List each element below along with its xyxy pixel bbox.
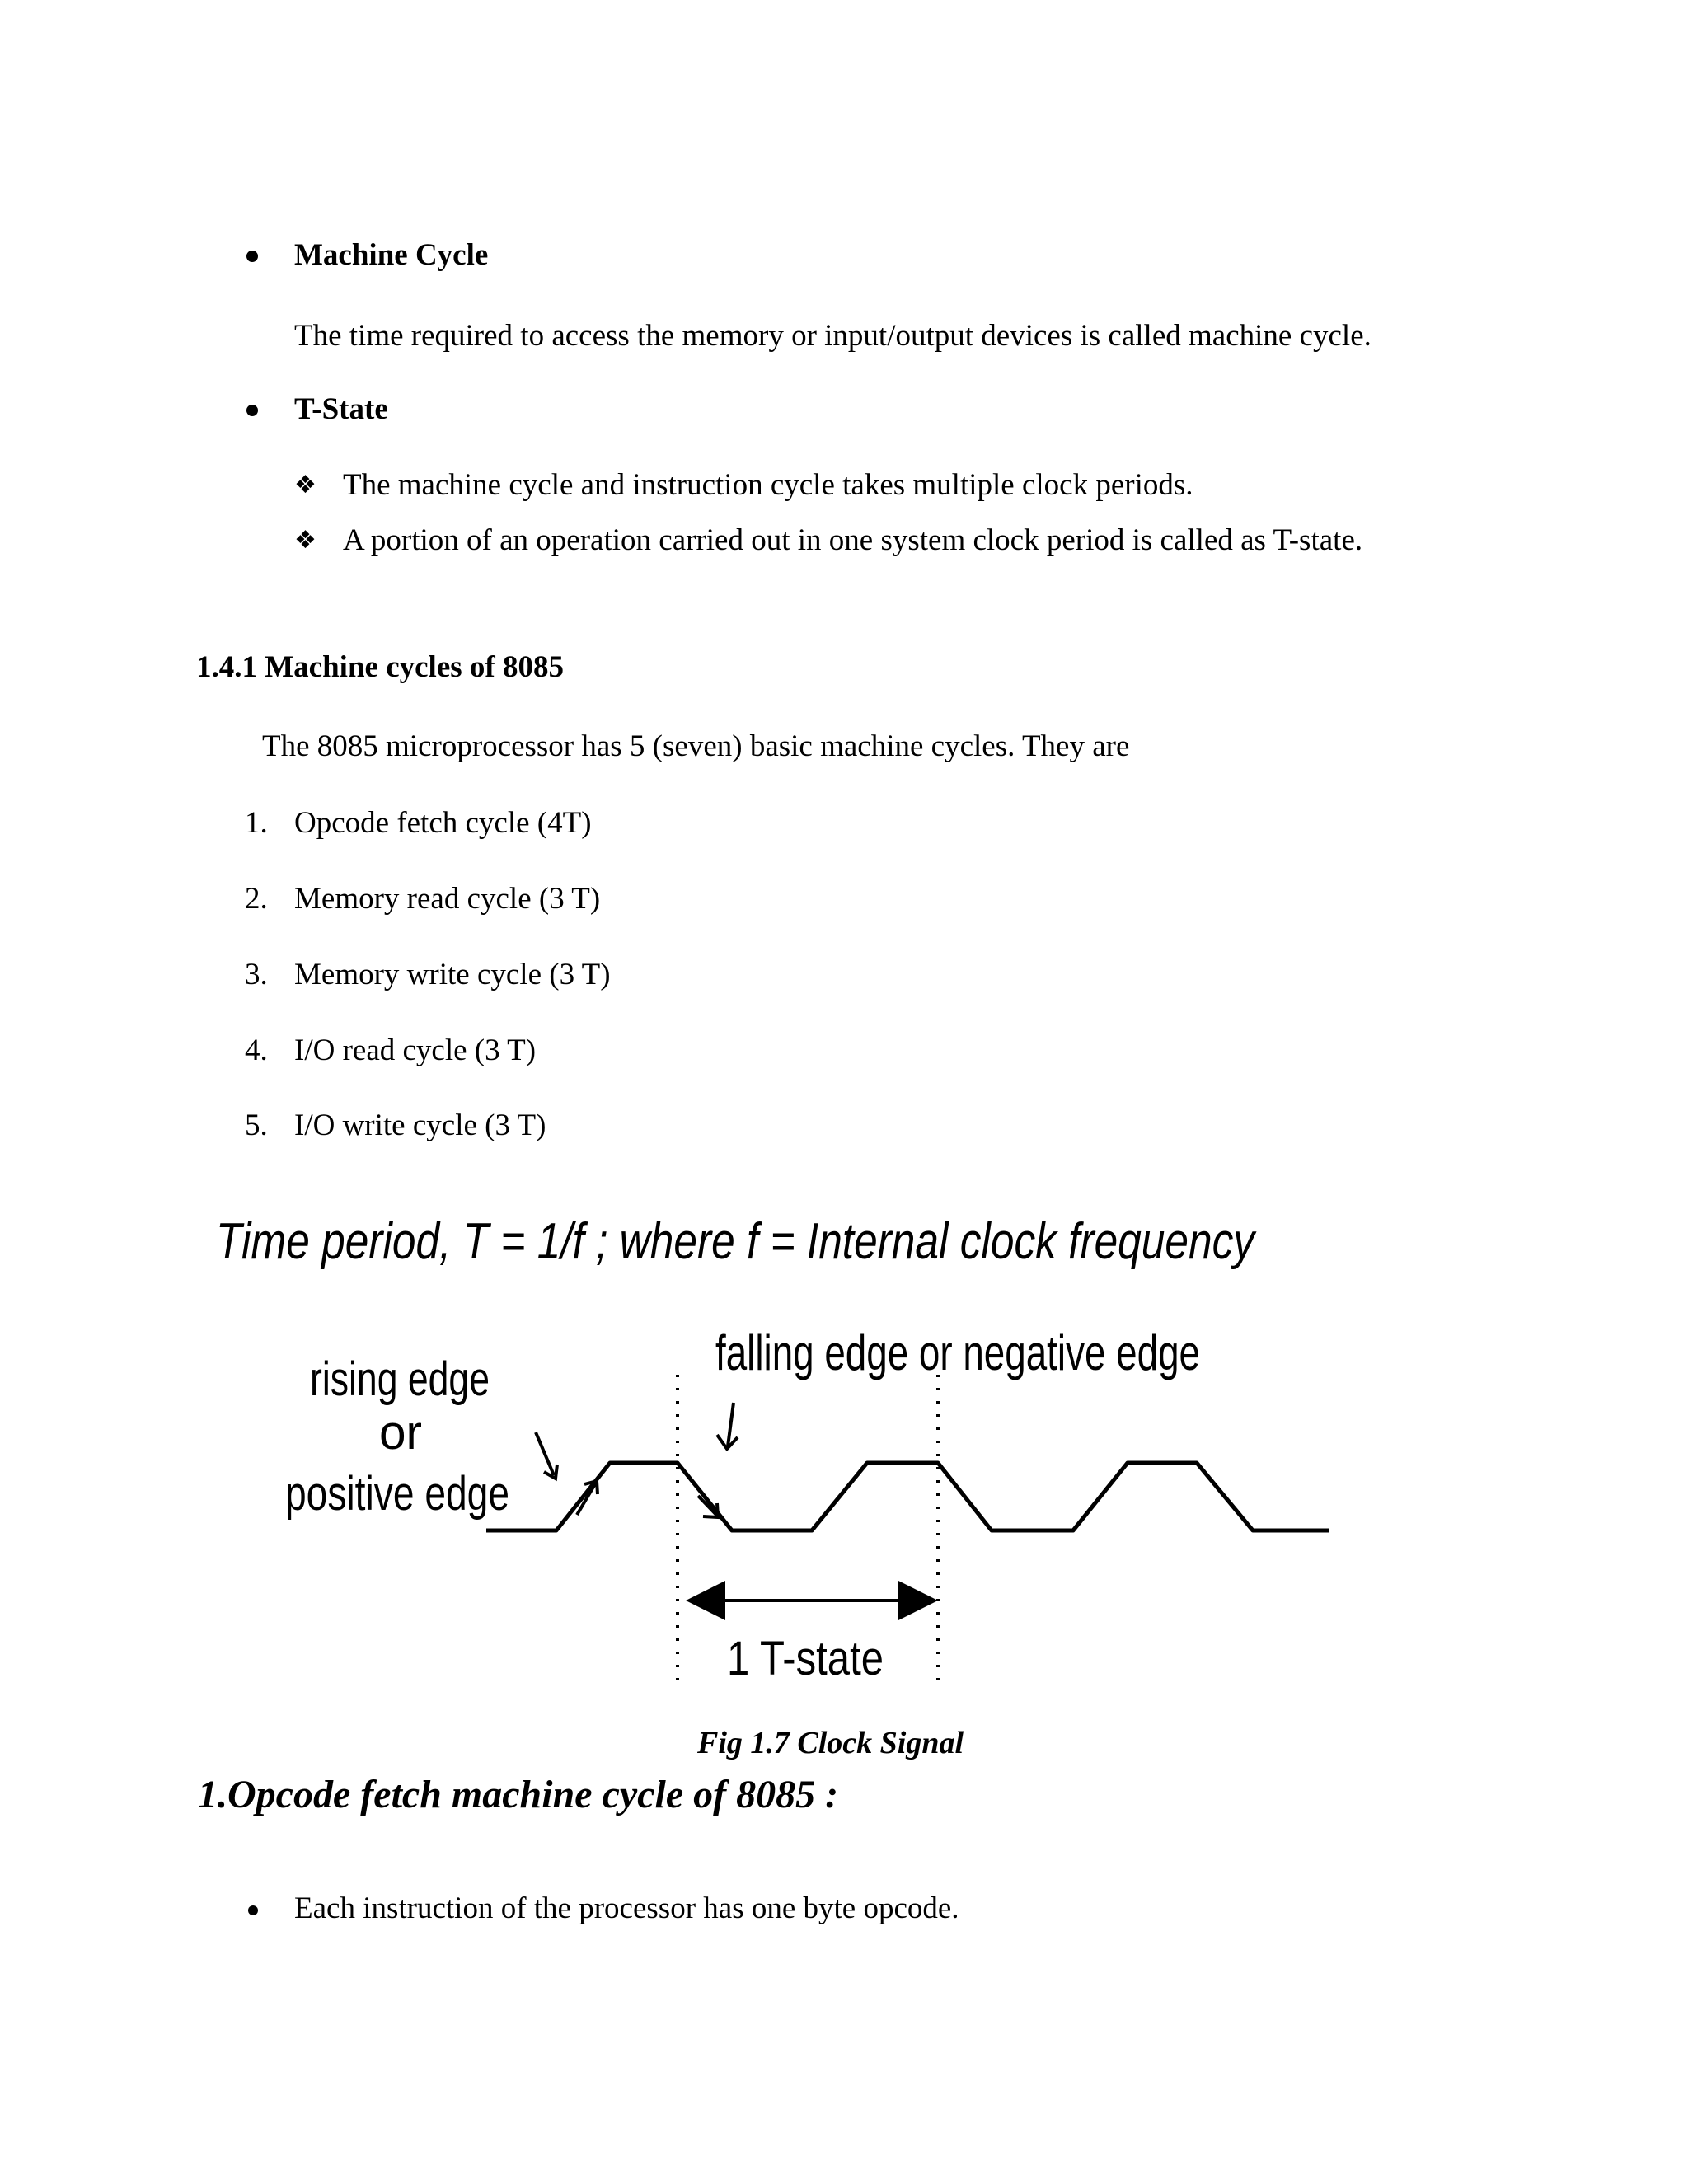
arrow-falling-edge-head (703, 1503, 718, 1517)
bullet-icon (248, 1905, 258, 1915)
clock-waveform (486, 1463, 1329, 1530)
list-item: I/O write cycle (3 T) (294, 1108, 546, 1142)
list-item: I/O read cycle (3 T) (294, 1033, 537, 1067)
heading-tstate: T-State (294, 392, 388, 426)
machine-cycle-definition: The time required to access the memory or input/output devices is called machine cycle. (294, 319, 1372, 353)
arrow-falling-edge (698, 1496, 717, 1516)
arrow-rising-pointer-head (544, 1465, 557, 1479)
subsection-title: 1.4.1 Machine cycles of 8085 (196, 650, 564, 684)
list-number: 3. (245, 958, 268, 991)
label-rising-or: or (379, 1406, 422, 1460)
figure-caption: Fig 1.7 Clock Signal (697, 1726, 964, 1760)
list-number: 1. (245, 806, 268, 840)
list-item: Memory read cycle (3 T) (294, 882, 601, 916)
list-item: Memory write cycle (3 T) (294, 958, 611, 991)
tstate-point-2: A portion of an operation carried out in one system clock period is called as T-state. (343, 523, 1363, 557)
arrow-falling-pointer-head (717, 1435, 738, 1449)
list-number: 2. (245, 882, 268, 916)
tstate-point-1: The machine cycle and instruction cycle takes multiple clock periods. (343, 468, 1193, 502)
diamond-bullet-icon: ❖ (294, 526, 316, 555)
list-item: Opcode fetch cycle (4T) (294, 806, 592, 840)
heading-machine-cycle: Machine Cycle (294, 238, 489, 272)
arrow-falling-pointer (728, 1403, 734, 1446)
label-tstate: 1 T-state (727, 1632, 884, 1685)
label-positive-edge: positive edge (285, 1467, 509, 1521)
bullet-icon (246, 251, 258, 262)
opcode-point-1: Each instruction of the processor has one byte opcode. (294, 1891, 959, 1925)
label-rising-edge: rising edge (310, 1352, 490, 1406)
arrow-rising-pointer (536, 1432, 554, 1475)
arrow-rising-edge (577, 1483, 596, 1515)
list-number: 5. (245, 1108, 268, 1142)
subsection-intro: The 8085 microprocessor has 5 (seven) basic machine cycles. They are (262, 729, 1130, 763)
label-falling-edge: falling edge or negative edge (715, 1325, 1200, 1380)
bullet-icon (246, 405, 258, 416)
diamond-bullet-icon: ❖ (294, 471, 316, 499)
list-number: 4. (245, 1033, 268, 1067)
figure-formula: Time period, T = 1/f ; where f = Internal clock frequency (216, 1213, 1258, 1270)
arrow-rising-edge-head (584, 1481, 598, 1494)
opcode-section-title: 1.Opcode fetch machine cycle of 8085 : (198, 1773, 839, 1816)
